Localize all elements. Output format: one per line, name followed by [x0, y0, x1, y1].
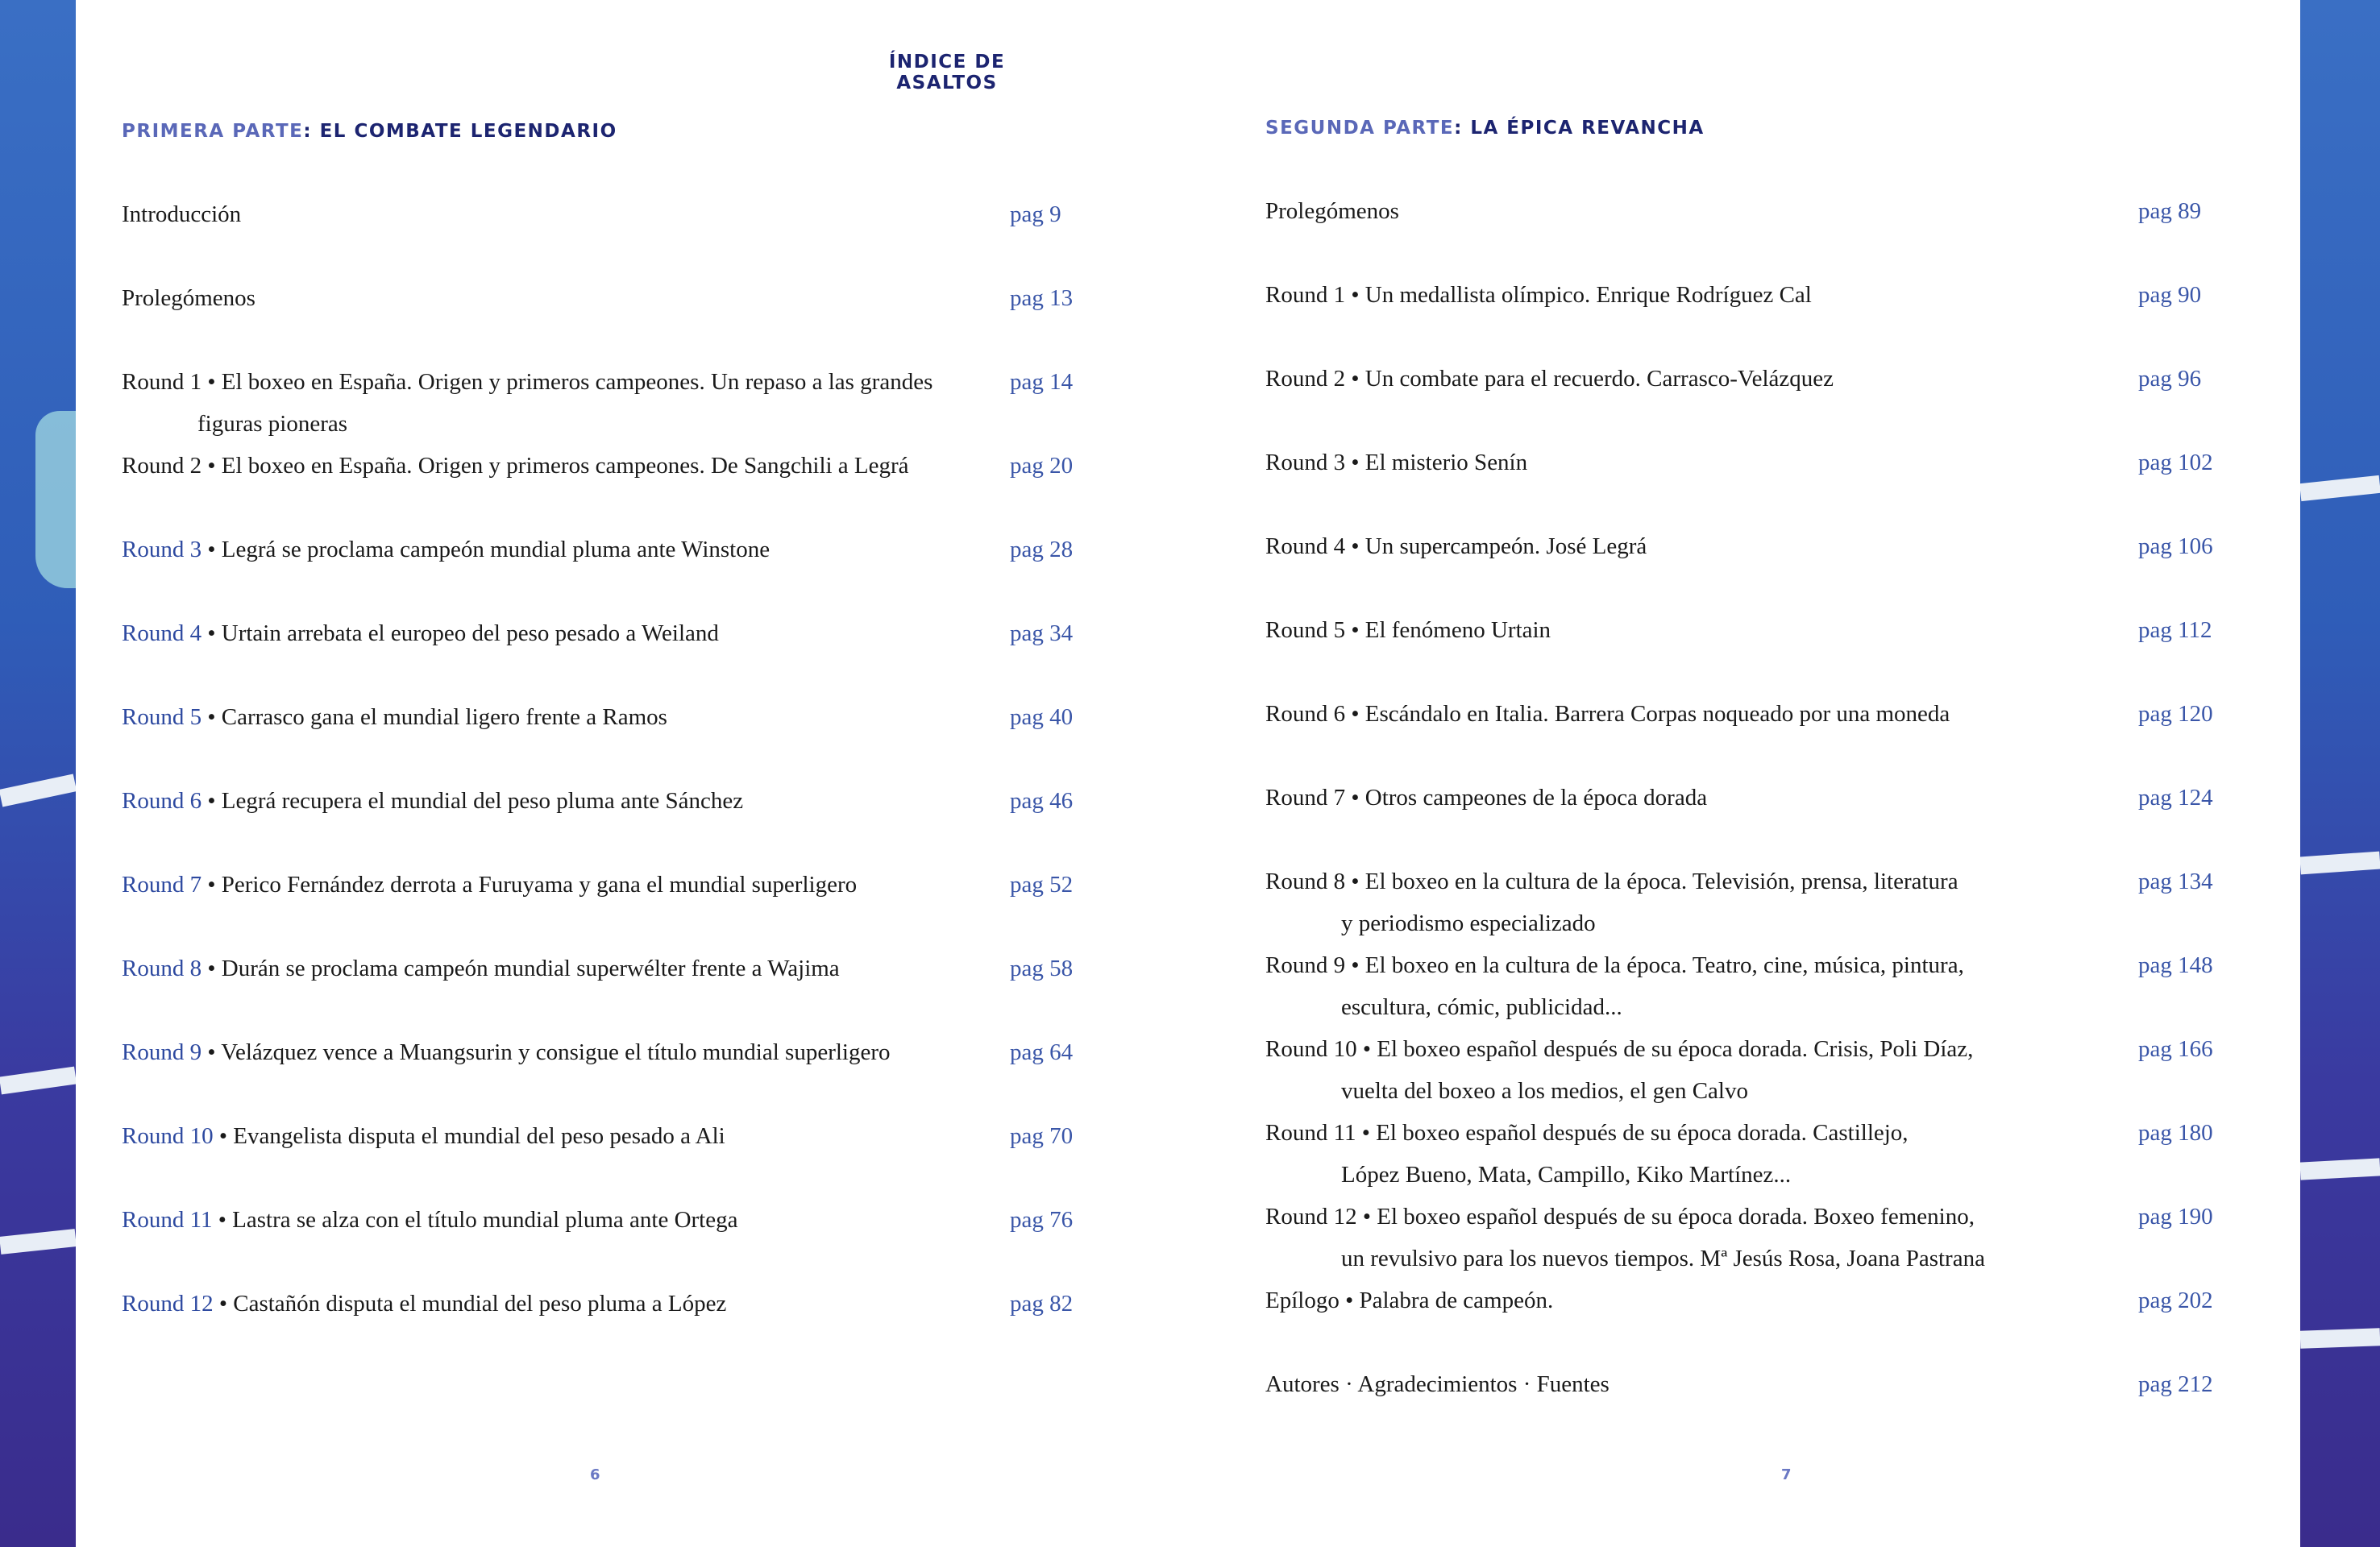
toc-entry: [1265, 861, 2087, 944]
toc-entry-line: [122, 1291, 726, 1317]
toc-entry: [1265, 274, 2087, 316]
toc-entry: [1265, 1363, 2087, 1405]
toc-entry-line: [1265, 282, 1812, 308]
round-label: Round 11: [122, 1207, 213, 1233]
toc-entry-title: • Un medallista olímpico. Enrique Rodríguez Cal: [1345, 282, 1812, 308]
page-number-left: 6: [590, 1466, 600, 1483]
toc-entry: [122, 948, 992, 989]
round-label: Round 6: [1265, 701, 1346, 727]
page-number-right: 7: [1781, 1466, 1792, 1483]
toc-entry: [1265, 693, 2087, 735]
toc-page-ref: pag 58: [1010, 956, 1074, 981]
toc-entry-title: • El misterio Senín: [1345, 450, 1528, 475]
toc-page-ref: pag 13: [1010, 285, 1074, 311]
toc-entry-line: [1265, 952, 1964, 978]
toc-entry-title: • Lastra se alza con el título mundial pluma ante Ortega: [212, 1207, 738, 1233]
toc-page-ref: pag 134: [2138, 869, 2213, 894]
toc-entry-line: [122, 620, 719, 646]
round-label: Round 10: [1265, 1036, 1357, 1062]
toc-entry-title: • Otros campeones de la época dorada: [1345, 785, 1708, 811]
toc-entry: [1265, 190, 2087, 232]
part-two-title: [1265, 118, 1705, 139]
toc-entry-title: Introducción: [122, 201, 242, 227]
toc-entry: [122, 1031, 992, 1073]
toc-page-ref: pag 40: [1010, 704, 1074, 730]
toc-entry-line: [1265, 366, 1834, 392]
toc-entry-title: • Legrá se proclama campeón mundial pluma ante Winstone: [201, 537, 770, 562]
toc-page-ref: pag 89: [2138, 198, 2202, 224]
toc-page-ref: pag 14: [1010, 369, 1074, 395]
toc-entry-title: • El boxeo en España. Origen y primeros campeones. Un repaso a las grandes: [201, 369, 933, 395]
toc-entry-line: [122, 872, 857, 898]
toc-entry-title: • El boxeo en España. Origen y primeros campeones. De Sangchili a Legrá: [201, 453, 909, 479]
toc-entry-line: [1265, 1036, 1973, 1062]
toc-entry: [122, 612, 992, 654]
round-label: Round 10: [122, 1123, 214, 1149]
part-one-title: [122, 121, 617, 142]
round-label: Round 9: [122, 1039, 202, 1065]
toc-entry: [1265, 944, 2087, 1028]
toc-entry-line: [1265, 1371, 1610, 1397]
toc-entry: [122, 193, 992, 235]
toc-page-ref: pag 190: [2138, 1204, 2213, 1230]
toc-entry-continuation: un revulsivo para los nuevos tiempos. Mª Jesús Rosa, Joana Pastrana: [1341, 1246, 1985, 1271]
toc-entry-title: • Un combate para el recuerdo. Carrasco-Velázquez: [1345, 366, 1834, 392]
toc-entry: [1265, 1112, 2087, 1196]
toc-entry-title: • Castañón disputa el mundial del peso pluma a López: [213, 1291, 727, 1317]
toc-entry-title: Prolegómenos: [122, 285, 255, 311]
round-label: Round 1: [1265, 282, 1346, 308]
toc-entry-line: [122, 704, 667, 730]
toc-entry: [122, 529, 992, 570]
toc-page-ref: pag 212: [2138, 1371, 2213, 1397]
toc-entry: [122, 361, 992, 445]
toc-entry-line: [1265, 701, 1950, 727]
toc-entry: [1265, 609, 2087, 651]
round-label: Round 9: [1265, 952, 1346, 978]
toc-entry-title: • El boxeo en la cultura de la época. Teatro, cine, música, pintura,: [1345, 952, 1964, 978]
toc-entry: [1265, 1196, 2087, 1279]
toc-entry-title: • Perico Fernández derrota a Furuyama y gana el mundial superligero: [201, 872, 858, 898]
toc-entry-title: • El fenómeno Urtain: [1345, 617, 1551, 643]
toc-entry-title: • El boxeo en la cultura de la época. Televisión, prensa, literatura: [1345, 869, 1958, 894]
toc-entry: [1265, 442, 2087, 483]
toc-page-ref: pag 64: [1010, 1039, 1074, 1065]
toc-entry-line: [1265, 533, 1647, 559]
toc-entry-title: Autores · Agradecimientos · Fuentes: [1265, 1371, 1610, 1397]
toc-entry-title: Prolegómenos: [1265, 198, 1399, 224]
round-label: Round 3: [122, 537, 202, 562]
toc-entry-title: • El boxeo español después de su época dorada. Crisis, Poli Díaz,: [1356, 1036, 1974, 1062]
toc-entry-title: • Durán se proclama campeón mundial superwélter frente a Wajima: [201, 956, 840, 981]
toc-entry-title: • Legrá recupera el mundial del peso pluma ante Sánchez: [201, 788, 744, 814]
round-label: Round 2: [1265, 366, 1346, 392]
toc-page-ref: pag 46: [1010, 788, 1074, 814]
toc-entry: [122, 445, 992, 487]
toc-entry-title: • Carrasco gana el mundial ligero frente a Ramos: [201, 704, 667, 730]
round-label: Round 7: [1265, 785, 1346, 811]
toc-page-ref: pag 166: [2138, 1036, 2213, 1062]
toc-entry-line: [1265, 450, 1527, 475]
toc-page-ref: pag 34: [1010, 620, 1074, 646]
toc-page-ref: pag 96: [2138, 366, 2202, 392]
toc-entry-line: [1265, 1204, 1975, 1230]
toc-entry: [122, 1199, 992, 1241]
toc-entry-line: [122, 537, 770, 562]
toc-page-ref: pag 52: [1010, 872, 1074, 898]
round-label: Round 6: [122, 788, 202, 814]
toc-entry-line: [1265, 869, 1958, 894]
toc-page-ref: pag 82: [1010, 1291, 1074, 1317]
toc-entry-line: [1265, 617, 1551, 643]
toc-page-ref: pag 90: [2138, 282, 2202, 308]
toc-entry-continuation: y periodismo especializado: [1341, 910, 1596, 936]
toc-entry: [122, 1283, 992, 1325]
part-one-name: : EL COMBATE LEGENDARIO: [303, 121, 617, 142]
toc-entry-title: Epílogo • Palabra de campeón.: [1265, 1288, 1554, 1313]
toc-entry-line: [122, 369, 932, 395]
round-label: Round 7: [122, 872, 202, 898]
toc-entry: [1265, 1028, 2087, 1112]
round-label: Round 12: [122, 1291, 214, 1317]
toc-entry-title: • Escándalo en Italia. Barrera Corpas noqueado por una moneda: [1345, 701, 1950, 727]
round-label: Round 4: [122, 620, 202, 646]
toc-entry-title: • Un supercampeón. José Legrá: [1345, 533, 1647, 559]
toc-page-ref: pag 106: [2138, 533, 2213, 559]
toc-page-ref: pag 28: [1010, 537, 1074, 562]
toc-entry: [1265, 777, 2087, 819]
toc-entry-title: • El boxeo español después de su época dorada. Castillejo,: [1356, 1120, 1909, 1146]
toc-page-ref: pag 148: [2138, 952, 2213, 978]
toc-entry-line: [122, 1207, 737, 1233]
round-label: Round 5: [122, 704, 202, 730]
toc-entry: [1265, 358, 2087, 400]
toc-entry-line: [122, 201, 241, 227]
toc-entry-line: [1265, 1120, 1909, 1146]
toc-entry: [1265, 525, 2087, 567]
round-label: Round 8: [1265, 869, 1346, 894]
toc-entry-line: [122, 956, 840, 981]
toc-entry-line: [1265, 785, 1707, 811]
toc-page-ref: pag 124: [2138, 785, 2213, 811]
round-label: Round 5: [1265, 617, 1346, 643]
toc-page-ref: pag 112: [2138, 617, 2212, 643]
round-label: Round 8: [122, 956, 202, 981]
round-label: Round 4: [1265, 533, 1346, 559]
toc-page-ref: pag 20: [1010, 453, 1074, 479]
toc-entry-continuation: López Bueno, Mata, Campillo, Kiko Martínez...: [1341, 1162, 1792, 1188]
toc-entry-line: [122, 453, 909, 479]
toc-entry-line: [122, 285, 255, 311]
toc-entry: [122, 1115, 992, 1157]
part-two-name: : LA ÉPICA REVANCHA: [1454, 118, 1705, 139]
toc-page-ref: pag 9: [1010, 201, 1061, 227]
part-one-label: PRIMERA PARTE: [122, 121, 304, 142]
round-label: Round 1: [122, 369, 202, 395]
toc-entry: [1265, 1279, 2087, 1321]
toc-page-ref: pag 76: [1010, 1207, 1074, 1233]
toc-entry-title: • El boxeo español después de su época dorada. Boxeo femenino,: [1356, 1204, 1975, 1230]
page-title: ÍNDICE DE ASALTOS: [888, 52, 1006, 93]
toc-entry-line: [122, 788, 743, 814]
toc-entry-title: • Urtain arrebata el europeo del peso pesado a Weiland: [201, 620, 719, 646]
toc-entry-title: • Velázquez vence a Muangsurin y consigue el título mundial superligero: [201, 1039, 891, 1065]
toc-page-ref: pag 70: [1010, 1123, 1074, 1149]
toc-page-ref: pag 180: [2138, 1120, 2213, 1146]
toc-entry: [122, 780, 992, 822]
background-stripe: [2300, 1328, 2380, 1348]
toc-entry: [122, 696, 992, 738]
toc-entry: [122, 864, 992, 906]
toc-entry-continuation: vuelta del boxeo a los medios, el gen Calvo: [1341, 1078, 1748, 1104]
round-label: Round 2: [122, 453, 202, 479]
toc-entry-line: [122, 1039, 891, 1065]
round-label: Round 12: [1265, 1204, 1357, 1230]
toc-entry-title: • Evangelista disputa el mundial del peso pesado a Ali: [213, 1123, 725, 1149]
toc-page-ref: pag 120: [2138, 701, 2213, 727]
toc-entry-line: [1265, 198, 1399, 224]
toc-page-ref: pag 102: [2138, 450, 2213, 475]
toc-entry-continuation: figuras pioneras: [197, 411, 348, 437]
toc-entry-continuation: escultura, cómic, publicidad...: [1341, 994, 1622, 1020]
toc-entry: [122, 277, 992, 319]
toc-entry-line: [1265, 1288, 1553, 1313]
toc-entry-line: [122, 1123, 725, 1149]
round-label: Round 3: [1265, 450, 1346, 475]
toc-page-ref: pag 202: [2138, 1288, 2213, 1313]
round-label: Round 11: [1265, 1120, 1356, 1146]
part-two-label: SEGUNDA PARTE: [1265, 118, 1455, 139]
